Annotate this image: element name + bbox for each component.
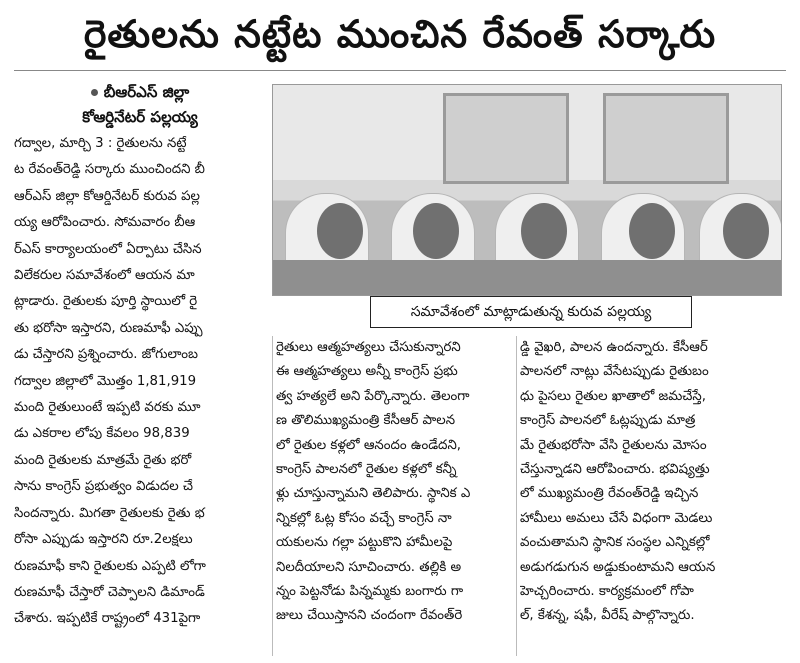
article-line: ల్, కేశన్న, షఫీ, వీరేష్ పాల్గొన్నారు. [520,608,695,624]
photo-person-head [723,203,769,259]
news-photo [272,84,782,296]
column-1 [14,80,266,632]
article-line: సాను కాంగ్రెస్ ప్రభుత్వం విడుదల చే [14,479,194,495]
article-line: న్నికల్లో ఓట్ల కోసం వచ్చే కాంగ్రెస్ నా [276,510,452,526]
column-divider [516,336,517,656]
article-line: రైతులు ఆత్మహత్యలు చేసుకున్నారని [276,340,461,355]
article-line: ఈ ఆత్మహత్యలు అన్నీ కాంగ్రెస్ ప్రభు [276,364,458,380]
article-line: హెచ్చరించారు. కార్యక్రమంలో గోపా [520,584,694,600]
article-line: య్య ఆరోపించారు. సోమవారం బీఆ [14,215,196,231]
bullet-icon [91,89,98,96]
article-line: గద్వాల జిల్లాలో మొత్తం 1,81,919 [14,373,197,389]
article-line: రుణమాఫీ చేస్తారో చెప్పాలని డిమాండ్ [14,584,205,600]
article-line: డు ఎకరాల లోపు కేవలం 98,839 [14,426,190,442]
article-line: మే రైతుభరోసా వేసి రైతులను మోసం [520,437,707,453]
photo-person-head [317,203,363,259]
article-line: డు చేస్తారని ప్రశ్నించారు. జోగులాంబ [14,347,199,363]
article-line: త్వ హత్యలే అని పేర్కొన్నారు. తెలంగా [276,388,470,404]
subheading-text-1: బీఆర్ఎస్ జిల్లా [103,83,190,101]
photo-window [603,93,729,184]
photo-person-head [413,203,459,259]
column-3 [520,336,786,629]
article-line: చేశారు. ఇప్పటికే రాష్ట్రంలో 431పైగా [14,611,201,627]
article-line: అడుగడుగున అడ్డుకుంటామని ఆయన [520,559,716,575]
article-line: గద్వాల, మార్చి 3 : రైతులను నట్టే [14,136,187,151]
article-line: సిందన్నారు. మిగతా రైతులకు రైతు భ [14,505,205,521]
article-line: న్నం పెట్టనోడు పిన్నమ్మకు బంగారు గా [276,584,464,600]
article-line: కాంగ్రెస్ పాలనలో ఓట్లప్పుడు మాత్ర [520,413,696,429]
article-line: విలేకరుల సమావేశంలో ఆయన మా [14,268,195,284]
article-line: వంచుతామని స్థానిక సంస్థల ఎన్నికల్లో [520,535,710,551]
photo-window [443,93,569,184]
article-line: డ్డి వైఖరి, పాలన ఉందన్నారు. కేసీఆర్ [520,340,708,355]
article-line: తు భరోసా ఇస్తారని, రుణమాఫీ ఎప్పు [14,320,203,336]
article-line: ర్ఎస్ కార్యాలయంలో ఏర్పాటు చేసిన [14,241,202,257]
article-line: లో రైతుల కళ్లలో ఆనందం ఉండేదని, [276,437,462,453]
article-line: ట్లాడారు. రైతులకు పూర్తి స్థాయిలో రై [14,294,198,310]
headline: రైతులను నట్టేట ముంచిన రేవంత్ సర్కారు [83,12,717,56]
photo-caption: సమావేశంలో మాట్లాడుతున్న కురువ పల్లయ్య [370,296,692,328]
subheading-line-1 [14,80,266,105]
article-line: నిలదీయాలని సూచించారు. తల్లికి అ [276,559,462,575]
article-line: ఆర్ఎస్ జిల్లా కోఆర్డినేటర్ కురువ పల్ల [14,188,200,204]
article-line: ధు పైసలు రైతుల ఖాతాలో జమచేస్తే, [520,388,706,404]
photo-table [273,260,781,295]
article-line: రుణమాఫీ కాని రైతులకు ఎప్పటి లోగా [14,558,206,574]
article-line: చేస్తున్నాడని ఆరోపించారు. భవిష్యత్తు [520,462,710,478]
article-line: మంది రైతులుంటే ఇప్పటి వరకు మూ [14,400,201,416]
article-line: ళ్లు చూస్తున్నామని తెలిపారు. స్థానిక ఎ [276,486,471,502]
column-1-body [14,132,266,632]
article-line: రోసా ఎప్పుడు ఇస్తారని రూ.2లక్షలు [14,532,193,548]
photo-person-head [521,203,567,259]
article-line: హామీలు అమలు చేసే విధంగా మెడలు [520,510,713,526]
subheading-line-2: కోఆర్డినేటర్ పల్లయ్య [82,108,198,126]
column-2 [276,336,512,629]
article-line: ట రేవంత్‌రెడ్డి సర్కారు ముంచిందని బీ [14,162,205,178]
article-line: కాంగ్రెస్ పాలనలో రైతుల కళ్లలో కన్నీ [276,462,457,478]
headline-rule [14,70,786,71]
article-line: లో ముఖ్యమంత్రి రేవంత్‌రెడ్డి ఇచ్చిన [520,486,699,502]
column-divider [272,336,273,656]
article-line: జులు చేయిస్తానని చందంగా రేవంత్‌రె [276,608,463,624]
article-line: పాలనలో నాట్లు వేసేటప్పుడు రైతుబం [520,364,709,380]
article-line: యకులను గల్లా పట్టుకొని హామీలపై [276,535,453,551]
article-line: ణ తొలిముఖ్యమంత్రి కేసీఆర్ పాలన [276,413,456,429]
photo-person-head [629,203,675,259]
article-line: మంది రైతులకు మాత్రమే రైతు భరో [14,452,192,468]
